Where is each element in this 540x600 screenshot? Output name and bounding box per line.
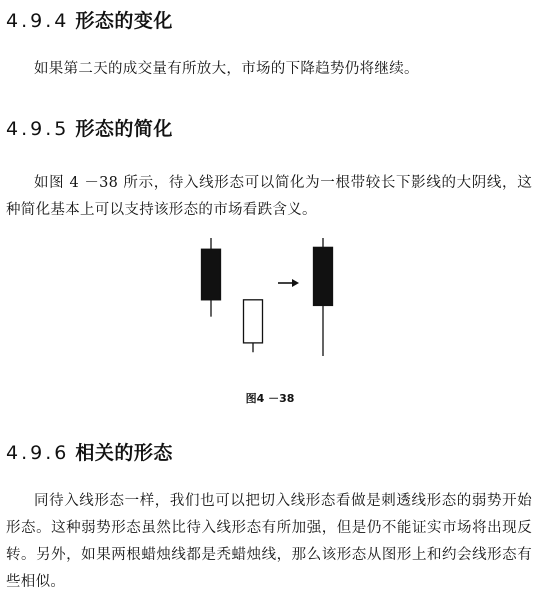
section-title: 形态的简化: [75, 118, 173, 140]
section-heading-4-9-6: [6, 438, 173, 465]
candles-layer: [202, 238, 333, 356]
candlestick-figure: [190, 232, 350, 362]
section-heading-4-9-4: [6, 6, 173, 33]
section-paragraph-4-9-4: 如果第二天的成交量有所放大，市场的下降趋势仍将继续。: [34, 61, 419, 77]
bullish-candle: [244, 300, 263, 352]
section-number: 4.9.6: [6, 442, 70, 464]
section-number: 4.9.4: [6, 10, 70, 32]
candle-body: [202, 249, 221, 300]
candle-body: [314, 247, 333, 305]
right-arrow-icon: [278, 279, 299, 287]
section-heading-4-9-5: [6, 114, 173, 141]
candle-body: [244, 300, 263, 343]
figure-caption: 图4 －38: [245, 392, 295, 405]
bearish-candle: [202, 238, 221, 317]
bearish-candle: [314, 238, 333, 356]
section-number: 4.9.5: [6, 118, 70, 140]
section-paragraph-4-9-6: 同待入线形态一样，我们也可以把切入线形态看做是刺透线形态的弱势开始形态。这种弱势形态虽然比待入线形态有所加强，但是仍不能证实市场将出现反转。另外，如果两根蜡烛线都是秃蜡烛线，那么该形态从图形上和约会线形态有些相似。: [6, 493, 532, 590]
section-paragraph-4-9-5: 如图 4 －38 所示，待入线形态可以简化为一根带较长下影线的大阴线，这种简化基本上可以支持该形态的市场看跌含义。: [6, 175, 532, 218]
section-title: 相关的形态: [75, 442, 173, 464]
section-title: 形态的变化: [75, 10, 173, 32]
